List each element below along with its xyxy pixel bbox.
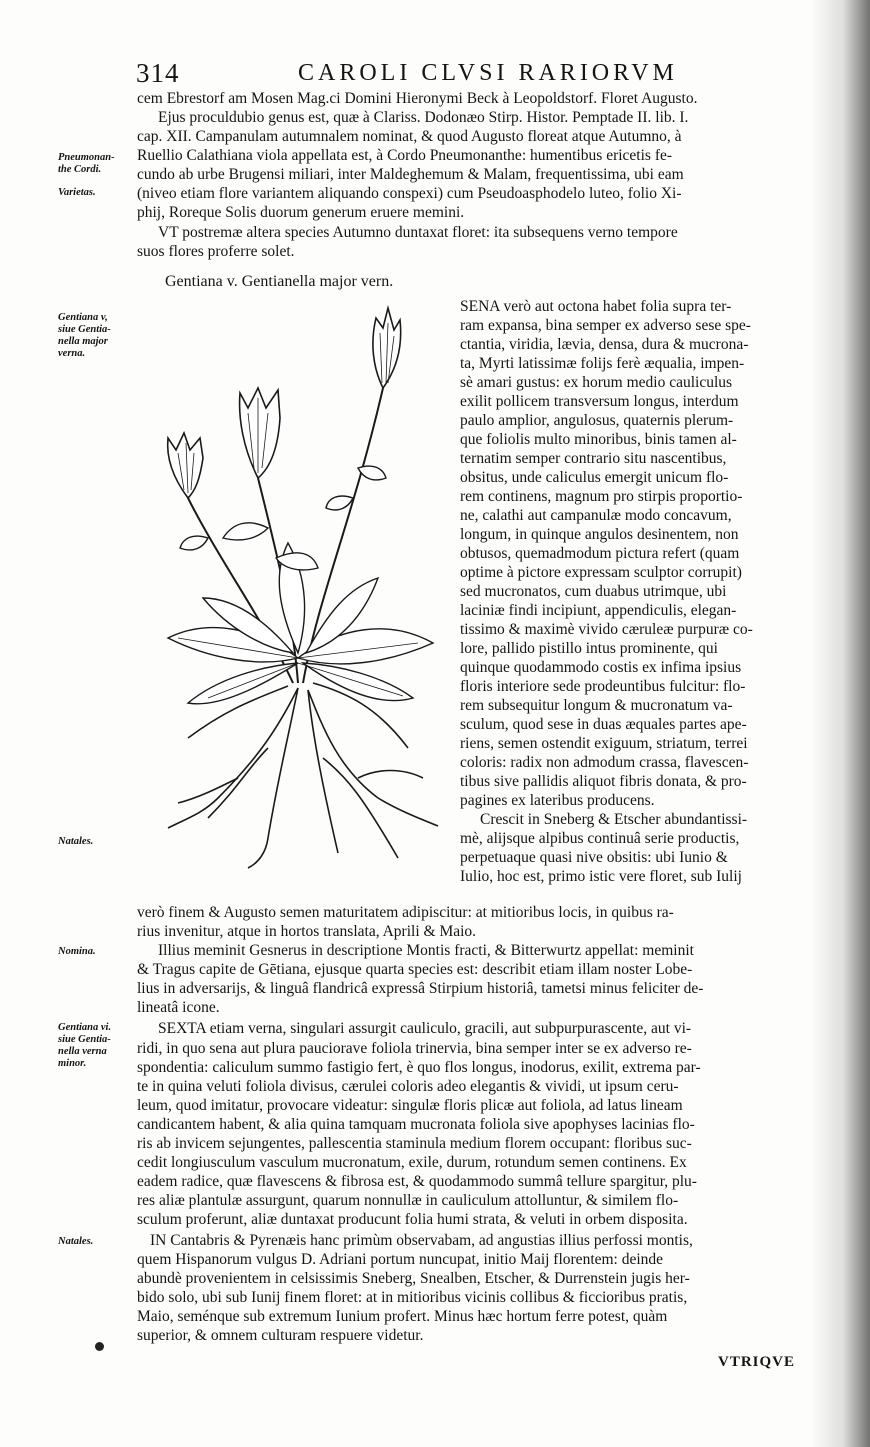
text-line: ctantia, viridia, lævia, densa, dura & mucrona-: [460, 336, 749, 353]
text-line: sculum, quod sese in duas æquales partes ape-: [460, 716, 747, 733]
text-line: leum, quod imitatur, provocare videatur: singulæ floris plicæ aut foliola, ad latus lineam: [137, 1097, 683, 1114]
gentian-woodcut-illustration: [148, 298, 448, 873]
text-line: SENA verò aut octona habet folia supra ter-: [460, 298, 732, 315]
text-line: VT postremæ altera species Autumno duntaxat floret: ita subsequens verno tempore: [158, 224, 678, 241]
text-line: longum, in quinque angulos desinentem, non: [460, 526, 739, 543]
catchword: VTRIQVE: [718, 1354, 796, 1370]
text-line: ta, Myrti latissimæ folijs ferè æqualia, impen-: [460, 355, 745, 372]
text-line: ridi, in quo sena aut plura pauciorave foliola trinervia, bina semper inter se ex adverso re-: [137, 1040, 692, 1057]
text-line: SEXTA etiam verna, singulari assurgit cauliculo, gracili, aut subpurpurascente, aut vi-: [158, 1020, 692, 1037]
text-line: abundè provenientem in celsissimis Sneberg, Snealben, Etscher, & Durrenstein jugis her-: [137, 1270, 690, 1287]
text-line: Ejus proculdubio genus est, quæ à Clariss. Dodonæo Stirp. Histor. Pemptade II. lib. I.: [158, 109, 689, 126]
text-line: ne, calathi aut campanulæ modo concavum,: [460, 507, 732, 524]
text-line: mè, alijsque alpibus continuâ serie productis,: [460, 830, 740, 847]
text-line: suos flores proferre solet.: [137, 243, 295, 260]
margin-note-line: the Cordi.: [58, 164, 102, 175]
text-line: lius in adversarijs, & linguâ flandricâ expressâ Stirpium historiâ, tametsi minus feliciter de-: [137, 980, 704, 997]
text-line: cap. XII. Campanulam autumnalem nominat, & quod Augusto floreat atque Autumno, à: [137, 128, 682, 145]
margin-note-line: verna.: [58, 348, 86, 359]
text-line: pagines ex lateribus producens.: [460, 792, 655, 809]
page-gutter-shadow: [810, 0, 870, 1447]
running-head: CAROLI CLVSI RARIORVM: [298, 60, 678, 86]
text-line: verò finem & Augusto semen maturitatem adipiscitur: at mitioribus locis, in quibus ra-: [137, 904, 674, 921]
text-line: spondentia: caliculum summo fastigio fert, è quo flos longus, inodorus, exilit, extrema par-: [137, 1059, 701, 1076]
page-number: 314: [136, 58, 180, 88]
page-header: [130, 58, 810, 90]
text-line: obsitus, unde caliculus emergit unicum flo-: [460, 469, 729, 486]
text-line: que foliolis multo minoribus, binis tamen al-: [460, 431, 737, 448]
text-line: rius invenitur, atque in hortos translata, Aprili & Maio.: [137, 923, 477, 940]
text-line: cedit longiusculum vasculum mucronatum, exile, durum, rotundum semen continens. Ex: [137, 1154, 687, 1171]
text-line: rem continens, magnum pro stirpis proportio-: [460, 488, 743, 505]
text-line: exilit pollicem transversum longus, interdum: [460, 393, 739, 410]
text-line: Illius meminit Gesnerus in descriptione Montis fracti, & Bitterwurtz appellat: meminit: [158, 942, 694, 959]
text-line: Maio, seménque sub extremum Iunium profert. Minus hæc hortum ferre potest, quàm: [137, 1308, 668, 1325]
text-line: Ruellio Calathiana viola appellata est, à Cordo Pneumonanthe: humentibus ericetis fe-: [137, 147, 673, 164]
text-line: quinque quodammodo costis ex infima ipsius: [460, 659, 742, 676]
text-line: cem Ebrestorf am Mosen Mag.ci Domini Hieronymi Beck à Leopoldstorf. Floret Augusto.: [137, 90, 698, 107]
figure-caption: Gentiana v. Gentianella major vern.: [165, 273, 394, 290]
text-line: cundo ab urbe Brugensi miliari, inter Maldeghemum & Malam, frequentissima, ubi eam: [137, 166, 684, 183]
text-line: Crescit in Sneberg & Etscher abundantissi-: [480, 811, 748, 828]
text-line: sed mucronatos, cum duabus utrimque, ubi: [460, 583, 727, 600]
text-line: rem subsequitur longum & mucronatum va-: [460, 697, 733, 714]
text-line: superior, & omnem culturam respuere videtur.: [137, 1327, 424, 1344]
margin-note-line: siue Gentia-: [58, 324, 111, 335]
text-line: te in quina veluti foliola divisus, cærulei coloris adeo elegantis & vividi, ut ipsum ceru-: [137, 1078, 679, 1095]
text-line: floris interiore sede prodeuntibus fulcitur: flo-: [460, 678, 746, 695]
text-line: bido solo, ubi sub Iunij finem floret: at in mitioribus vicinis collibus & ficcioribus pratis,: [137, 1289, 688, 1306]
margin-note-pneumonanthe: [58, 152, 132, 176]
text-line: paulo amplior, angulosus, quaternis plerum-: [460, 412, 734, 429]
text-line: tissimo & maximè vivido cæruleæ purpuræ co-: [460, 621, 753, 638]
text-line: ram expansa, bina semper ex adverso sese spe-: [460, 317, 751, 334]
text-line: coloris: radix non admodum crassa, flavescen-: [460, 754, 749, 771]
margin-note-line: nella major: [58, 336, 108, 347]
text-line: Iulio, hoc est, primo istic vere floret, sub Iulij: [460, 868, 742, 885]
text-line: ris ab invicem sejungentes, pallescentia staminula medium florem occupant: floribus suc-: [137, 1135, 692, 1152]
text-line: candicantem habent, & alia quina tamquam mucronata foliola sive apophyses lacinias flo-: [137, 1116, 695, 1133]
text-line: sculum proferunt, aliæ duntaxat producunt folia humi strata, & veluti in orbem disposita.: [137, 1211, 688, 1228]
text-line: phij, Roreque Solis duorum generum eruere memini.: [137, 204, 465, 221]
margin-note-line: minor.: [58, 1058, 87, 1069]
text-line: & Tragus capite de Gētiana, ejusque quarta species est: describit etiam illam noster Lobe-: [137, 961, 693, 978]
margin-note-line: nella verna: [58, 1046, 107, 1057]
margin-note-gentiana-v: [58, 312, 132, 360]
margin-note-line: Pneumonan-: [58, 152, 115, 163]
text-line: optime à pictore expressam sculptor corrupit): [460, 564, 742, 581]
margin-note-gentiana-vi: [58, 1022, 132, 1070]
ink-spot: [95, 1342, 104, 1351]
margin-note-natales-2: Natales.: [58, 1236, 94, 1247]
text-line: quem Hispanorum vulgus D. Adriani portum nuncupat, initio Maij florentem: deinde: [137, 1251, 664, 1268]
margin-note-varietas: Varietas.: [58, 187, 96, 198]
text-line: res aliæ plantulæ assurgunt, quarum nonnullæ in cauliculum attolluntur, & similem flo-: [137, 1192, 679, 1209]
margin-note-natales: Natales.: [58, 836, 94, 847]
text-line: lineatâ icone.: [137, 999, 220, 1016]
text-line: obtusos, quemadmodum pictura refert (quam: [460, 545, 740, 562]
text-line: sè amari gustus: ex horum medio cauliculus: [460, 374, 733, 391]
text-line: (niveo etiam flore variantem aliquando conspexi) cum Pseudoasphodelo luteo, folio Xi-: [137, 185, 682, 202]
text-line: ternatim semper contrario situ nascentibus,: [460, 450, 727, 467]
text-line: IN Cantabris & Pyrenæis hanc primùm observabam, ad angustias illius perfossi montis,: [150, 1232, 693, 1249]
margin-note-nomina: Nomina.: [58, 946, 96, 957]
margin-note-line: Gentiana vi.: [58, 1022, 112, 1033]
text-line: riens, semen ostendit exiguum, striatum, terrei: [460, 735, 748, 752]
text-line: laciniæ findi incipiunt, appendiculis, elegan-: [460, 602, 737, 619]
text-line: eadem radice, quæ flavescens & fibrosa est, & quodammodo summâ tellure spargitur, plu-: [137, 1173, 697, 1190]
text-line: tibus sive pallidis aliquot fibris donata, & pro-: [460, 773, 747, 790]
margin-note-line: siue Gentia-: [58, 1034, 111, 1045]
margin-note-line: Gentiana v,: [58, 312, 108, 323]
text-line: lore, pallido pistillo intus prominente, qui: [460, 640, 718, 657]
text-line: perpetuaque quasi nive obsitis: ubi Iunio &: [460, 849, 728, 866]
